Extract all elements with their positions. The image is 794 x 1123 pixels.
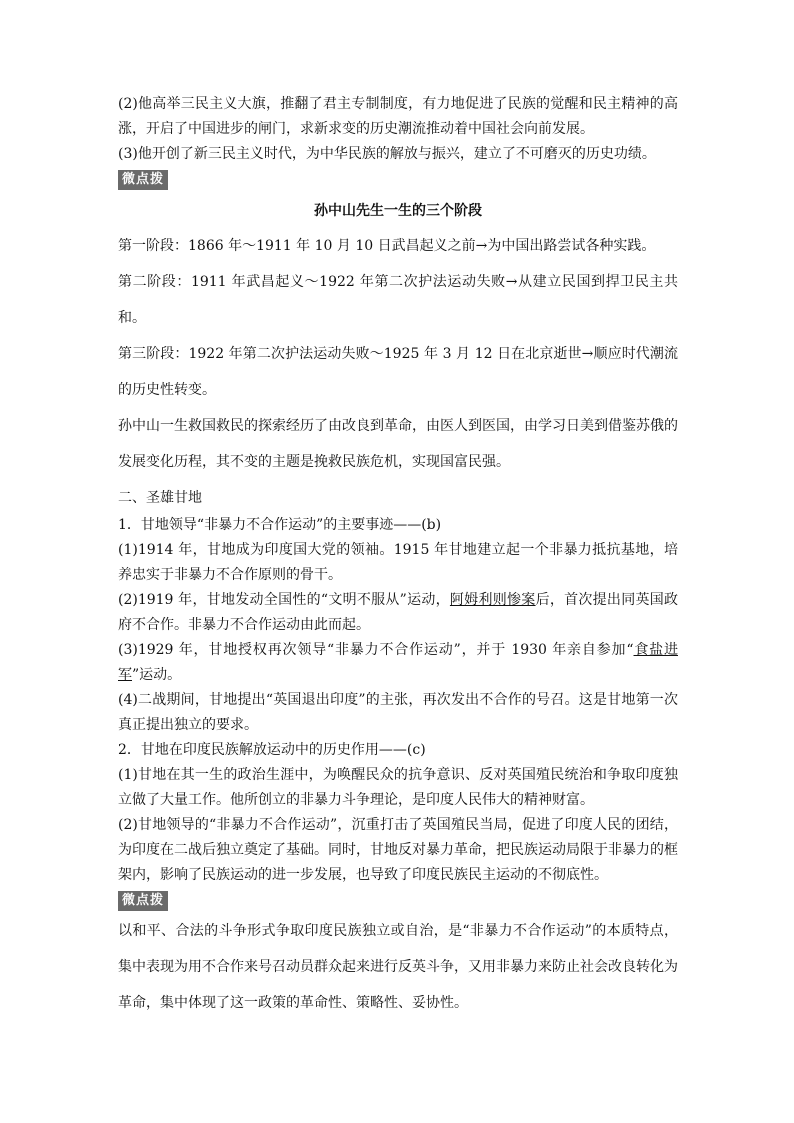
salt-march-term: 食盐进军 xyxy=(118,642,678,683)
tip-block-1 xyxy=(118,167,678,192)
section-heading-gandhi: 二、圣雄甘地 xyxy=(118,490,202,506)
document-page xyxy=(118,92,678,1021)
stage-2: 第二阶段：1911 年武昌起义～1922 年第二次护法运动失败→从建立民国到捍卫民主共和。 xyxy=(118,274,678,326)
paragraph-sun-2: (2)他高举三民主义大旗，推翻了君主专制制度，有力地促进了民族的觉醒和民主精神的高涨，开启了中国进步的闸门，求新求变的历史潮流推动着中国社会向前发展。 xyxy=(118,96,678,137)
deed-2 xyxy=(118,588,678,638)
deed-3-text-b: ”运动。 xyxy=(132,667,182,683)
stage-3: 第三阶段：1922 年第二次护法运动失败～1925 年 3 月 12 日在北京逝世→顺应时代潮流的历史性转变。 xyxy=(118,346,678,398)
sun-summary: 孙中山一生救国救民的探索经历了由改良到革命，由医人到医国，由学习日美到借鉴苏俄的发展变化历程，其不变的主题是挽救民族危机，实现国富民强。 xyxy=(118,418,678,470)
deed-2-text-a: (2)1919 年，甘地发动全国性的“文明不服从”运动， xyxy=(118,592,450,608)
deed-1: (1)1914 年，甘地成为印度国大党的领袖。1915 年甘地建立起一个非暴力抵抗基地，培养忠实于非暴力不合作原则的骨干。 xyxy=(118,542,678,583)
subheading-deeds: 1．甘地领导“非暴力不合作运动”的主要事迹——(b) xyxy=(118,517,442,533)
subheading-role: 2．甘地在印度民族解放运动中的历史作用——(c) xyxy=(118,742,426,758)
tip-tag: 微点拨 xyxy=(118,170,168,190)
role-1: (1)甘地在其一生的政治生涯中，为唤醒民众的抗争意识、反对英国殖民统治和争取印度独立做了大量工作。他所创立的非暴力斗争理论，是印度人民伟大的精神财富。 xyxy=(118,767,678,808)
tip-title: 孙中山先生一生的三个阶段 xyxy=(314,203,482,219)
tip-tag-2: 微点拨 xyxy=(118,891,168,911)
deed-3-text-a: (3)1929 年，甘地授权再次领导“非暴力不合作运动”，并于 1930 年亲自参加“ xyxy=(118,642,634,658)
amritsar-massacre-term: 阿姆利则惨案 xyxy=(449,592,536,608)
tip-2-text: 以和平、合法的斗争形式争取印度民族独立或自治，是“非暴力不合作运动”的本质特点，集中表现为用不合作来号召动员群众起来进行反英斗争，又用非暴力来防止社会改良转化为革命，集中体现了这一政策的革命性、策略性、妥协性。 xyxy=(118,923,678,1011)
deed-2-text-b: 后，首次提出同英国政府不合作。非暴力不合作运动由此而起。 xyxy=(118,592,679,633)
role-2: (2)甘地领导的“非暴力不合作运动”，沉重打击了英国殖民当局，促进了印度人民的团结，为印度在二战后独立奠定了基础。同时，甘地反对暴力革命，把民族运动局限于非暴力的框架内，影响了民族运动的进一步发展，也导致了印度民族民主运动的不彻底性。 xyxy=(118,817,678,883)
deed-4: (4)二战期间，甘地提出“英国退出印度”的主张，再次发出不合作的号召。这是甘地第一次真正提出独立的要求。 xyxy=(118,692,678,733)
paragraph-sun-3: (3)他开创了新三民主义时代，为中华民族的解放与振兴，建立了不可磨灭的历史功绩。 xyxy=(118,146,656,162)
tip-block-2 xyxy=(118,888,678,913)
stage-1: 第一阶段：1866 年～1911 年 10 月 10 日武昌起义之前→为中国出路尝试各种实践。 xyxy=(118,238,656,254)
deed-3 xyxy=(118,638,678,688)
